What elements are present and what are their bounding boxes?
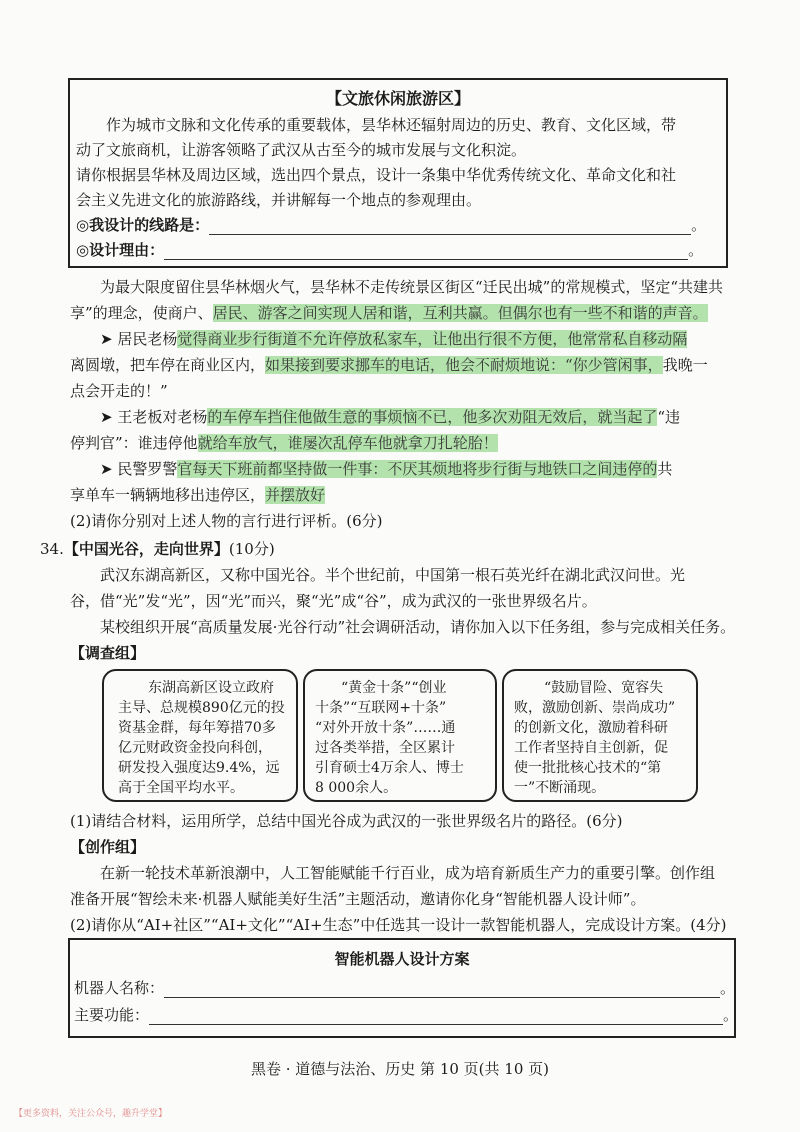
- q34-intro-line1: 武汉东湖高新区，又称中国光谷。半个世纪前，中国第一根石英光纤在湖北武汉问世。光: [100, 566, 686, 584]
- robot-plan-title: 智能机器人设计方案: [334, 950, 470, 968]
- card-line: 使一批批核心技术的“第: [514, 760, 662, 776]
- robot-design-box: [68, 938, 739, 1038]
- material-card-1: [102, 669, 298, 802]
- highlight: 觉得商业步行街道不允许停放私家车，让他出行很不方便，他常常私自移动隔: [177, 330, 688, 348]
- robot-function-label: 主要功能：: [74, 1006, 150, 1024]
- passage-p1-line2: 享”的理念，使商户、居民、游客之间实现人居和谐，互利共赢。但偶尔也有一些不和谐的声音。: [70, 304, 708, 322]
- card-line: 工作者坚持自主创新，促: [514, 740, 668, 756]
- passage-p1-line1: 为最大限度留住昙华林烟火气，昙华林不走传统景区街区“迁民出城”的常规模式，坚定“共建共: [100, 278, 724, 296]
- card-line: 亿元财政资金投向科创，: [118, 740, 272, 756]
- passage-p4-line1: ➤ 民警罗警官每天下班前都坚持做一件事：不厌其烦地将步行街与地铁口之间违停的共: [100, 460, 673, 478]
- robot-function-row: 主要功能： 。: [74, 1006, 739, 1024]
- travel-requirement-line1: 请你根据昙华林及周边区域，选出四个景点，设计一条集中华优秀传统文化、革命文化和社: [76, 166, 677, 184]
- card-line: 十条”“互联网+十条”: [315, 700, 447, 716]
- highlight: 就拿刀扎轮胎！: [392, 434, 498, 452]
- highlight: 并摆放好: [265, 486, 326, 504]
- reason-answer-row: ◎设计理由： 。: [76, 241, 704, 259]
- card-line: “鼓励冒险、宽容失: [544, 680, 664, 696]
- card-line: 资基金群，每年筹措70多: [118, 720, 276, 736]
- card-line: 的创新文化，激励着科研: [514, 720, 668, 736]
- travel-zone-title: 【文旅休闲旅游区】: [325, 89, 470, 108]
- highlight: 如果接到要求挪车的电话，他会不耐烦地说：“你少管闲事，: [265, 356, 663, 374]
- highlight: 的车停车挡住他做生意的事烦恼不已，他多次劝阻无效后，就当起了: [207, 408, 658, 426]
- route-answer-row: ◎我设计的线路是： 。: [76, 216, 707, 234]
- q34-activity: 某校组织开展“高质量发展·光谷行动”社会调研活动，请你加入以下任务组，参与完成相关任务。: [100, 618, 736, 636]
- passage-p2-line2: 离圆墩，把车停在商业区内，如果接到要求挪车的电话，他会不耐烦地说：“你少管闲事，我晚一: [70, 356, 708, 374]
- card-line: 引育硕士4万余人、博士: [315, 760, 464, 776]
- reason-label: ◎设计理由：: [76, 241, 165, 259]
- passage-p3-line1: ➤ 王老板对老杨的车停车挡住他做生意的事烦恼不已，他多次劝阻无效后，就当起了“违: [100, 408, 681, 426]
- create-group-label: 【创作组】: [70, 838, 146, 856]
- card-line: 东湖高新区设立政府: [148, 680, 274, 696]
- route-answer-field[interactable]: [209, 234, 691, 235]
- card-line: “黄金十条”“创业: [341, 680, 447, 696]
- material-card-3: [502, 669, 698, 802]
- route-label: ◎我设计的线路是：: [76, 216, 210, 234]
- travel-para-line2: 动了文旅商机，让游客领略了武汉从古至今的城市发展与文化积淀。: [76, 141, 527, 159]
- question-34-heading: 34.【中国光谷，走向世界】(10分): [40, 540, 275, 558]
- question-2-prompt: (2)请你分别对上述人物的言行进行评析。(6分): [70, 512, 383, 530]
- robot-function-field[interactable]: [149, 1024, 723, 1025]
- card-line: 败，激励创新、崇尚成功”: [514, 700, 676, 716]
- q34-intro-line2: 谷，借“光”发“光”，因“光”而兴，聚“光”成“谷”，成为武汉的一张世界级名片。: [70, 592, 597, 610]
- card-line: 研发投入强度达9.4%，远: [118, 760, 280, 776]
- passage-p2-line3: 点会开走的！”: [70, 382, 168, 400]
- create-para-line1: 在新一轮技术革新浪潮中，人工智能赋能千行百业，成为培育新质生产力的重要引擎。创作组: [100, 864, 716, 882]
- passage-p3-line2: 停判官”：谁违停他就给车放气，谁屡次乱停车他就拿刀扎轮胎！: [70, 434, 498, 452]
- card-line: 过各类举措，全区累计: [315, 740, 455, 756]
- travel-zone-box: [68, 78, 728, 268]
- card-line: 8 000余人。: [315, 780, 398, 796]
- highlight: 就给车放气，谁屡次乱停车他: [197, 434, 393, 452]
- card-line: 主导、总规模890亿元的投: [118, 700, 285, 716]
- passage-p4-line2: 享单车一辆辆地移出违停区，并摆放好: [70, 486, 326, 504]
- material-card-2: [303, 669, 497, 802]
- page-footer: 黑卷 · 道德与法治、历史 第 10 页(共 10 页): [250, 1060, 550, 1078]
- q34-sub1-prompt: (1)请结合材料，运用所学，总结中国光谷成为武汉的一张世界级名片的路径。(6分): [70, 812, 623, 830]
- robot-name-field[interactable]: [164, 997, 720, 998]
- travel-requirement-line2: 会主义先进文化的旅游路线，并讲解每一个地点的参观理由。: [76, 191, 482, 209]
- robot-name-label: 机器人名称：: [74, 979, 165, 997]
- highlight: 官每天下班前都坚持做一件事：不厌其烦地将步行街与地铁口之间违停的: [177, 460, 658, 478]
- create-para-line2: 准备开展“智绘未来·机器人赋能美好生活”主题活动，邀请你化身“智能机器人设计师”。: [70, 890, 646, 908]
- robot-name-row: 机器人名称： 。: [74, 979, 736, 997]
- highlight: 居民、游客之间实现人居和谐，互利共赢。但偶尔也有一些不和谐的声音。: [212, 304, 708, 322]
- reason-answer-field[interactable]: [164, 259, 688, 260]
- question-34-title: 【中国光谷，走向世界】: [63, 540, 229, 558]
- passage-p2-line1: ➤ 居民老杨觉得商业步行街道不允许停放私家车，让他出行很不方便，他常常私自移动隔: [100, 330, 688, 348]
- card-line: 高于全国平均水平。: [118, 780, 244, 796]
- travel-para-line1: 作为城市文脉和文化传承的重要载体，昙华林还辐射周边的历史、教育、文化区域，带: [106, 116, 677, 134]
- q34-sub2-prompt: (2)请你从“AI+社区”“AI+文化”“AI+生态”中任选其一设计一款智能机器人，完成设计方案。(4分): [70, 916, 727, 934]
- card-line: “对外开放十条”……通: [315, 720, 456, 736]
- card-line: 一”不断涌现。: [514, 780, 606, 796]
- survey-group-label: 【调查组】: [70, 644, 146, 662]
- watermark-text: 【更多资料，关注公众号，趣升学堂】: [14, 1109, 168, 1119]
